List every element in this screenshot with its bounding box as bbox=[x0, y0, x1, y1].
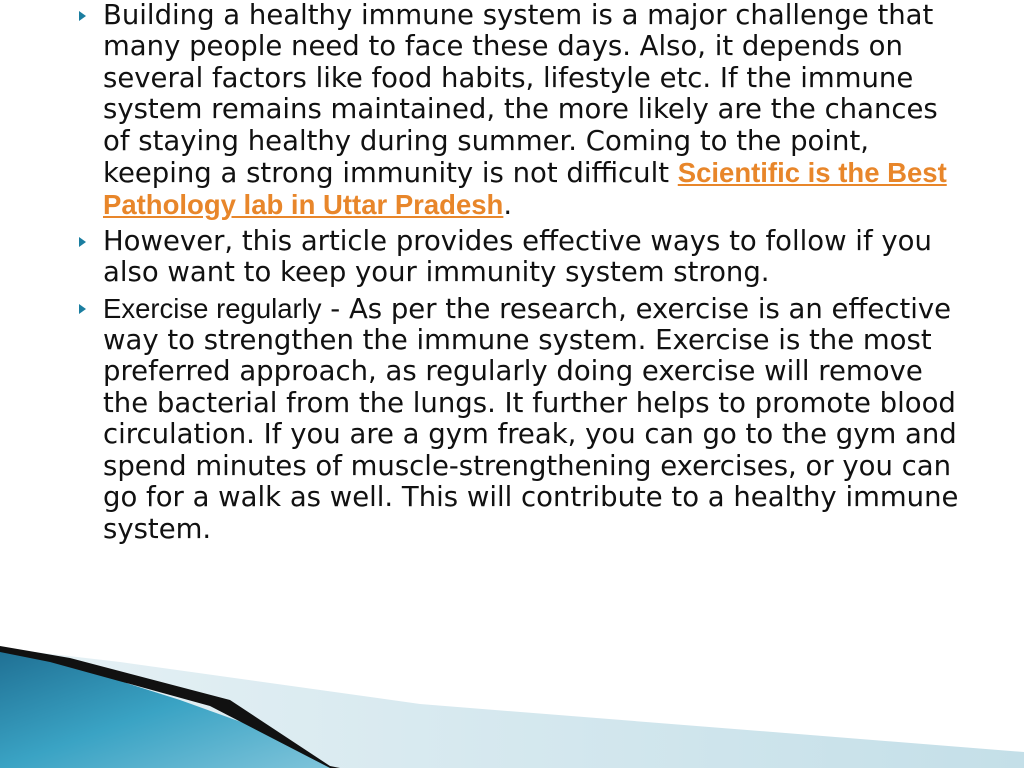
triangle-bullet-icon bbox=[79, 304, 86, 314]
bullet-text: However, this article provides effective ways to follow if you also want to keep your immunity system strong. bbox=[103, 224, 932, 289]
triangle-bullet-icon bbox=[79, 11, 86, 21]
pathology-lab-link[interactable]: Scientific is the Best Pathology lab in Uttar Pradesh bbox=[103, 157, 947, 221]
decorative-band bbox=[0, 640, 1024, 768]
bullet-item-exercise bbox=[72, 293, 972, 545]
bullet-text: - As per the research, exercise is an effective way to strengthen the immune system. Exercise is the most preferred approach, as regularly doing exercise will remove the bacterial from the lungs. It further helps to promote blood circulation. If you are a gym freak, you can go to the gym and spend minutes of muscle-strengthening exercises, or you can go for a walk as well. This will contribute to a healthy immune system. bbox=[103, 292, 959, 545]
bullet-item-article-purpose bbox=[72, 226, 972, 289]
bullet-text-end: . bbox=[503, 189, 513, 222]
bullet-list bbox=[72, 0, 972, 549]
bullet-text: Building a healthy immune system is a major challenge that many people need to face these days. Also, it depends on several factors like food habits, lifestyle etc. If the immune system remains maintained, the more likely are the chances of staying healthy during summer. Coming to the point, keeping a strong immunity is not difficult bbox=[103, 0, 938, 190]
bullet-item-immune-intro bbox=[72, 0, 972, 222]
bullet-heading: Exercise regularly bbox=[103, 292, 322, 324]
triangle-bullet-icon bbox=[79, 237, 86, 247]
